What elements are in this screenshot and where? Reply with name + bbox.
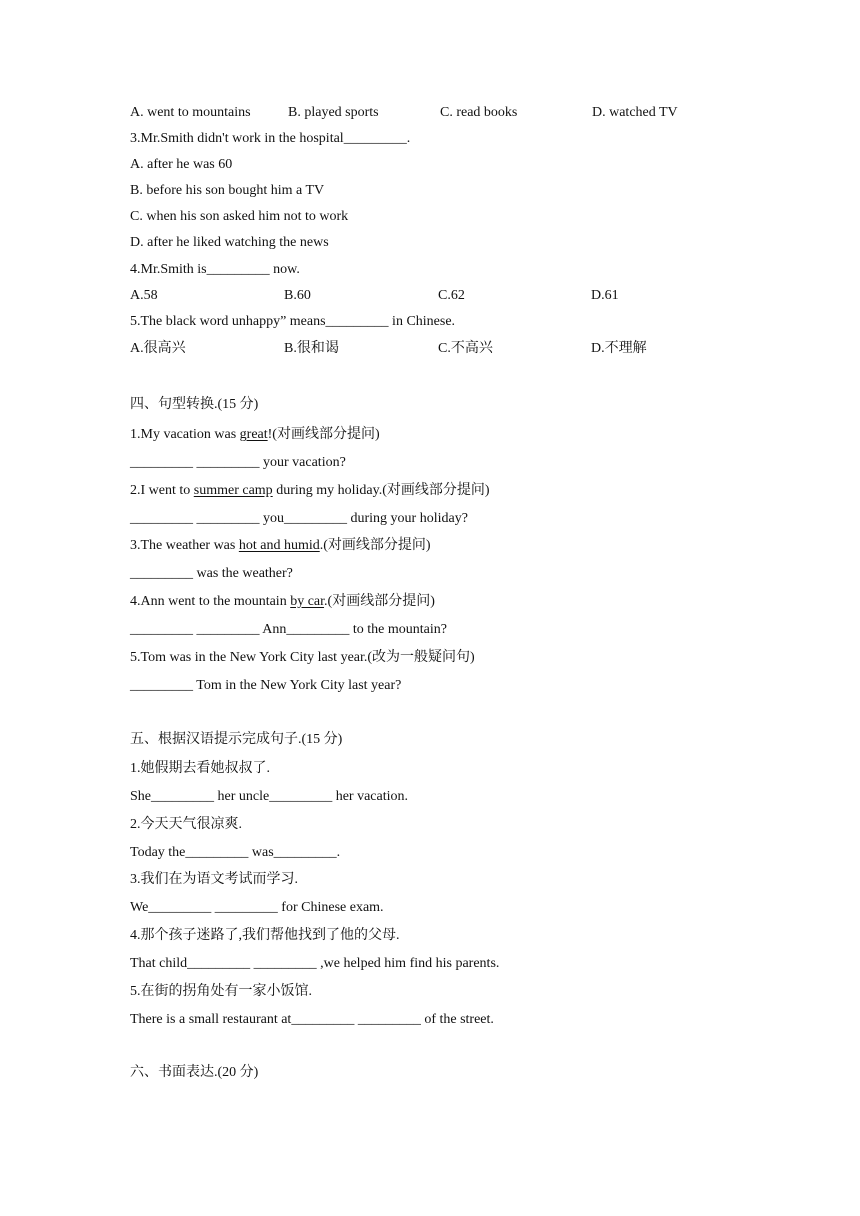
s5-q3: 3.我们在为语文考试而学习. [130,872,298,887]
s4-q1 [130,428,380,442]
s4-q3-underlined: hot and humid [238,538,320,553]
q3-stem: 3.Mr.Smith didn't work in the hospital_________. [130,131,411,146]
section5-title: 五、根据汉语提示完成句子.(15 分) [130,732,343,747]
s4-q4 [130,595,435,609]
s4-q2-pre: 2.I went to [130,483,194,498]
s4-q1-pre: 1.My vacation was [130,427,240,442]
s4-q2-post: during my holiday.(对画线部分提问) [272,483,490,498]
s5-q5: 5.在街的拐角处有一家小饭馆. [130,984,312,999]
s4-q5-answer: _________ Tom in the New York City last year? [130,678,402,693]
q5-option-a: A.很高兴 [130,341,186,356]
s4-q2-underlined: summer camp [193,483,273,498]
s4-q4-post: .(对画线部分提问) [324,594,435,609]
s4-q1-underlined: great [239,427,268,442]
q3-option-d: D. after he liked watching the news [130,235,329,250]
s4-q4-pre: 4.Ann went to the mountain [130,594,291,609]
s4-q3-pre: 3.The weather was [130,538,239,553]
q5-option-d: D.不理解 [591,341,647,356]
q4-option-a: A.58 [130,288,158,303]
q3-option-b: B. before his son bought him a TV [130,183,325,198]
q5-option-c: C.不高兴 [438,341,493,356]
s5-q1-answer: She_________ her uncle_________ her vacation. [130,789,408,804]
q4-option-c: C.62 [438,288,465,303]
s4-q3-post: .(对画线部分提问) [319,538,431,553]
s5-q5-answer: There is a small restaurant at_________ _________ of the street. [130,1012,494,1027]
s4-q2-answer: _________ _________ you_________ during your holiday? [130,511,468,526]
s4-q1-answer: _________ _________ your vacation? [130,455,346,470]
s5-q4: 4.那个孩子迷路了,我们帮他找到了他的父母. [130,928,400,943]
s5-q2: 2.今天天气很凉爽. [130,817,242,832]
q2-option-b: B. played sports [288,105,379,120]
s5-q4-answer: That child_________ _________ ,we helped him find his parents. [130,956,500,971]
s4-q3-answer: _________ was the weather? [130,566,293,581]
q2-option-c: C. read books [440,105,518,120]
s4-q4-underlined: by car [290,594,325,609]
s4-q5: 5.Tom was in the New York City last year.(改为一般疑问句) [130,650,475,665]
q4-option-d: D.61 [591,288,619,303]
s4-q3 [130,539,431,553]
section4-title: 四、句型转换.(15 分) [130,397,259,412]
s5-q2-answer: Today the_________ was_________. [130,845,341,860]
q3-option-c: C. when his son asked him not to work [130,209,349,224]
q5-stem: 5.The black word unhappy” means_________ in Chinese. [130,314,456,329]
q2-option-d: D. watched TV [592,105,678,120]
s4-q1-post: !(对画线部分提问) [267,427,380,442]
q3-option-a: A. after he was 60 [130,157,233,172]
q5-option-b: B.很和谒 [284,341,339,356]
q4-option-b: B.60 [284,288,311,303]
q4-stem: 4.Mr.Smith is_________ now. [130,262,300,277]
section6-title: 六、书面表达.(20 分) [130,1065,259,1080]
s4-q2 [130,484,490,498]
s5-q3-answer: We_________ _________ for Chinese exam. [130,900,384,915]
q2-option-a: A. went to mountains [130,105,251,120]
s5-q1: 1.她假期去看她叔叔了. [130,761,270,776]
s4-q4-answer: _________ _________ Ann_________ to the mountain? [130,622,447,637]
